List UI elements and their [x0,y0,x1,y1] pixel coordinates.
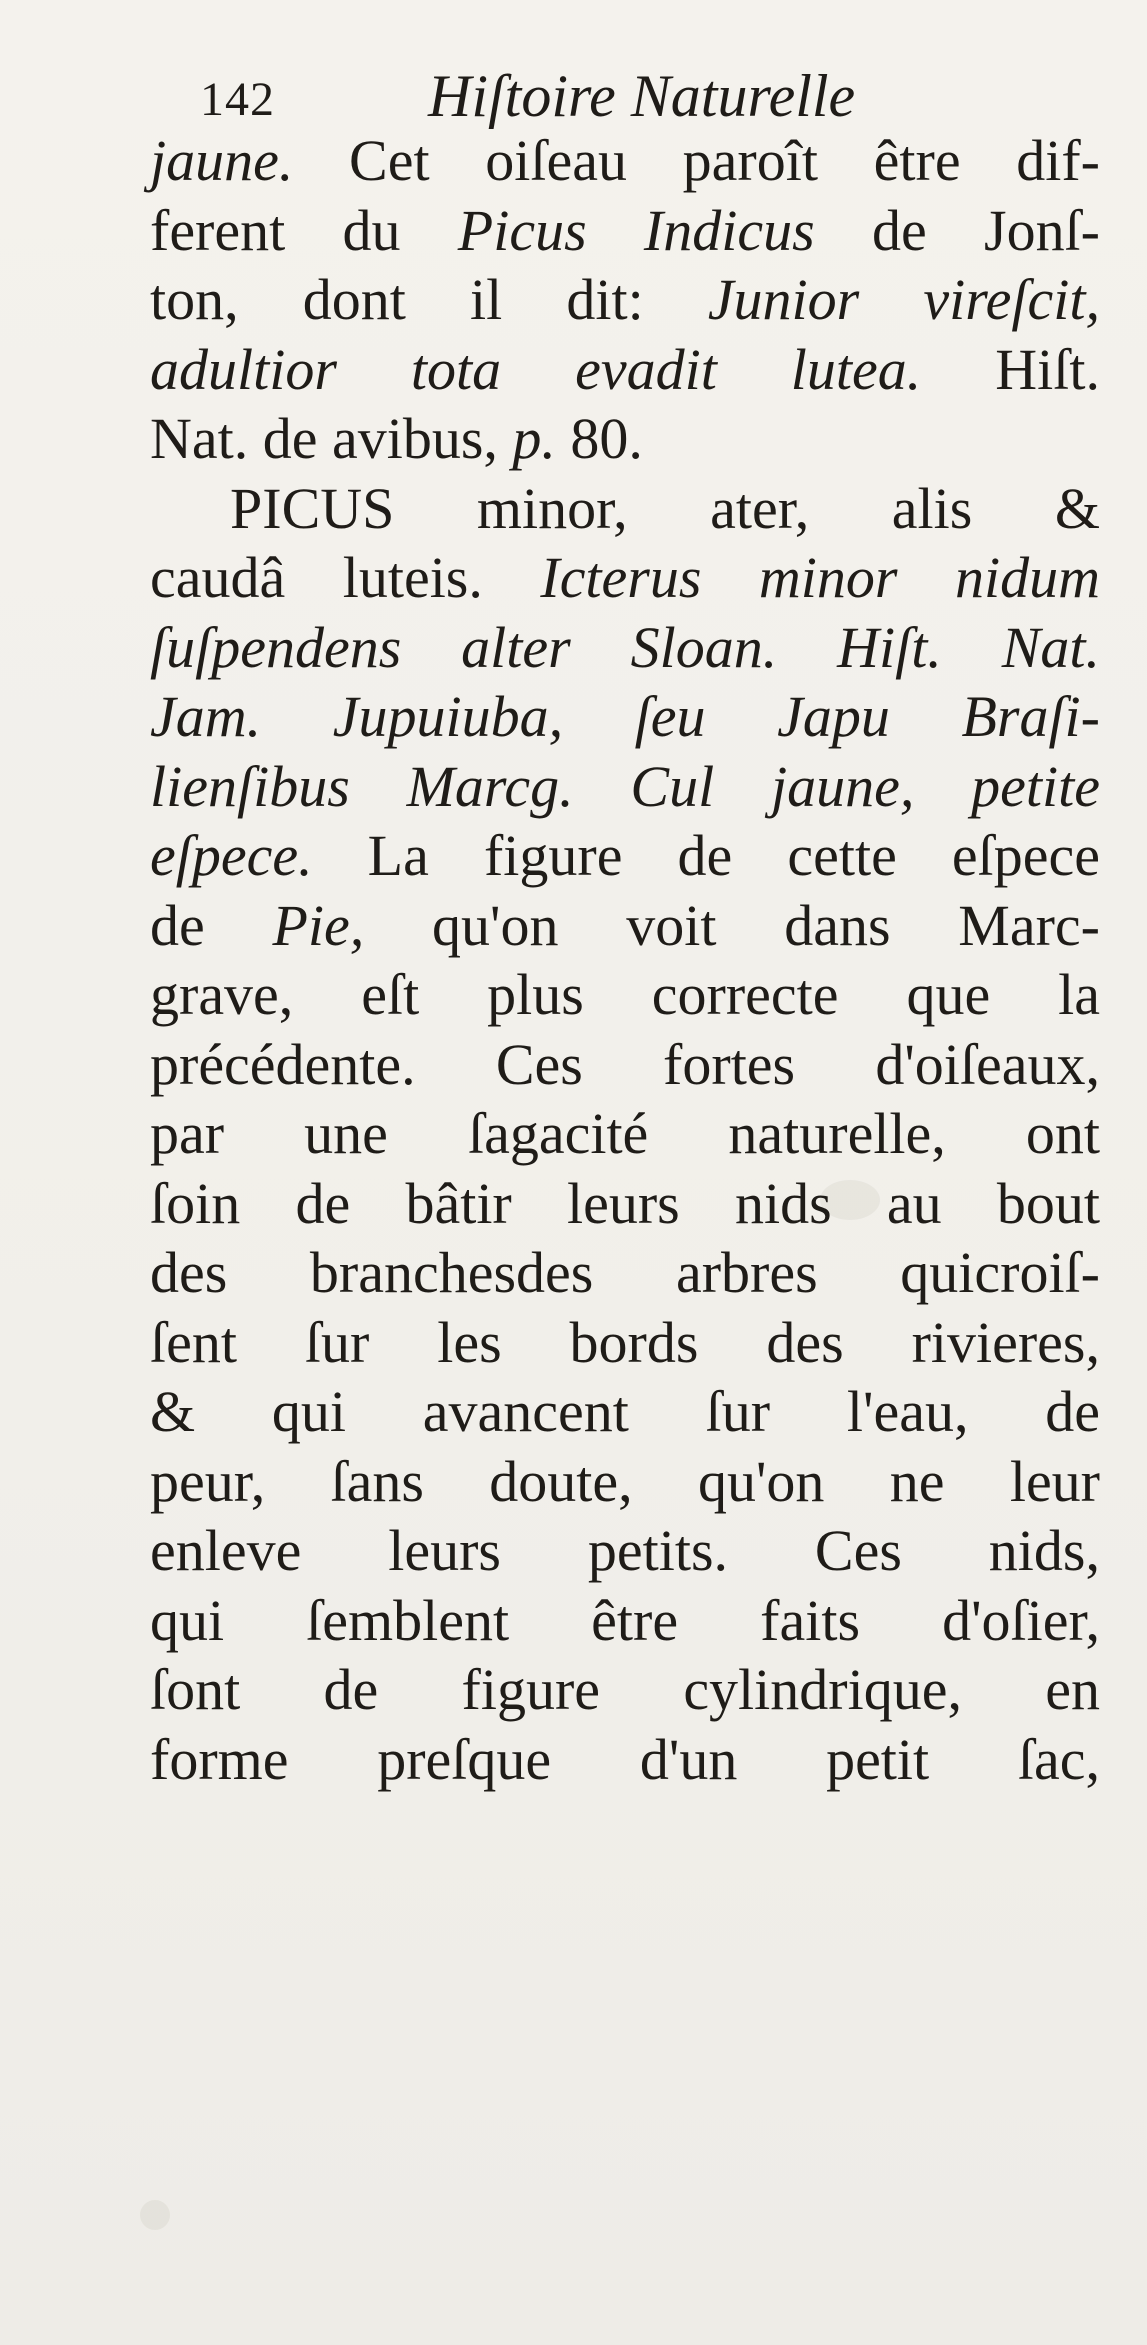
italic-text: Picus Indicus [457,197,815,263]
italic-text: Jam. Jupuiuba, ſeu Japu Braſi- [150,684,1100,749]
italic-text: Junior vireſcit, [707,267,1100,332]
roman-text: ferent du [150,197,458,263]
running-title: Hiſtoire Naturelle [428,63,856,129]
italic-text: lienſibus Marcg. Cul jaune, petite [150,753,1100,819]
text-line [150,1308,1100,1378]
roman-text: de [150,892,273,958]
roman-text: La figure de cette eſpece [312,823,1100,888]
text-line [150,1655,1100,1725]
text-line [150,1725,1100,1795]
roman-text: PICUS minor, ater, alis & [230,475,1100,541]
text-line [150,1238,1100,1308]
roman-text: grave, eſt plus correcte que la [150,962,1100,1027]
italic-text: eſpece. [150,823,313,888]
roman-text: des branchesdes arbres quicroiſ- [150,1240,1100,1305]
text-line [150,891,1100,961]
text-line [150,126,1100,196]
italic-text: p. [512,406,556,471]
text-line [150,1377,1100,1447]
italic-text: ſuſpendens alter Sloan. Hiſt. Nat. [150,614,1100,680]
text-line [150,1516,1100,1586]
italic-text: adultior tota evadit lutea. [150,336,922,402]
roman-text: ſoin de bâtir leurs nids au bout [150,1170,1100,1236]
text-line [150,821,1100,891]
roman-text: qui ſemblent être faits d'oſier, [150,1587,1100,1653]
page-number: 142 [200,73,275,126]
roman-text: précédente. Ces fortes d'oiſeaux, [150,1031,1100,1097]
paper-stain [140,2200,170,2230]
text-line [150,613,1100,683]
text-line [150,474,1100,544]
italic-text: jaune. [150,128,294,193]
text-line [150,1447,1100,1517]
italic-text: Icterus minor nidum [540,545,1100,610]
text-line [150,682,1100,752]
roman-text: par une ſagacité naturelle, ont [150,1101,1100,1166]
roman-text: de Jonſ- [814,197,1100,263]
text-line [150,960,1100,1030]
text-line [150,1099,1100,1169]
roman-text: enleve leurs petits. Ces nids, [150,1518,1100,1583]
text-line [150,1586,1100,1656]
roman-text: Hiſt. [921,336,1100,402]
roman-text: ton, dont il dit: [150,267,708,332]
text-line [150,752,1100,822]
roman-text: peur, ſans doute, qu'on ne leur [150,1448,1100,1514]
roman-text: forme preſque d'un petit ſac, [150,1726,1100,1792]
text-line [150,335,1100,405]
text-line [150,1030,1100,1100]
text-line [150,265,1100,335]
roman-text: qu'on voit dans Marc- [364,892,1100,958]
text-line [150,196,1100,266]
text-line [150,543,1100,613]
roman-text: & qui avancent ſur l'eau, de [150,1379,1100,1444]
roman-text: 80. [555,406,643,471]
text-line [150,404,1100,474]
roman-text: ſont de figure cylindrique, en [150,1657,1100,1722]
roman-text: Cet oiſeau paroît être dif- [293,128,1100,193]
body-text [150,126,1100,1794]
text-line [150,1169,1100,1239]
roman-text: caudâ luteis. [150,545,541,610]
italic-text: Pie, [272,892,365,958]
roman-text: ſent ſur les bords des rivieres, [150,1309,1100,1375]
roman-text: Nat. de avibus, [150,406,513,471]
